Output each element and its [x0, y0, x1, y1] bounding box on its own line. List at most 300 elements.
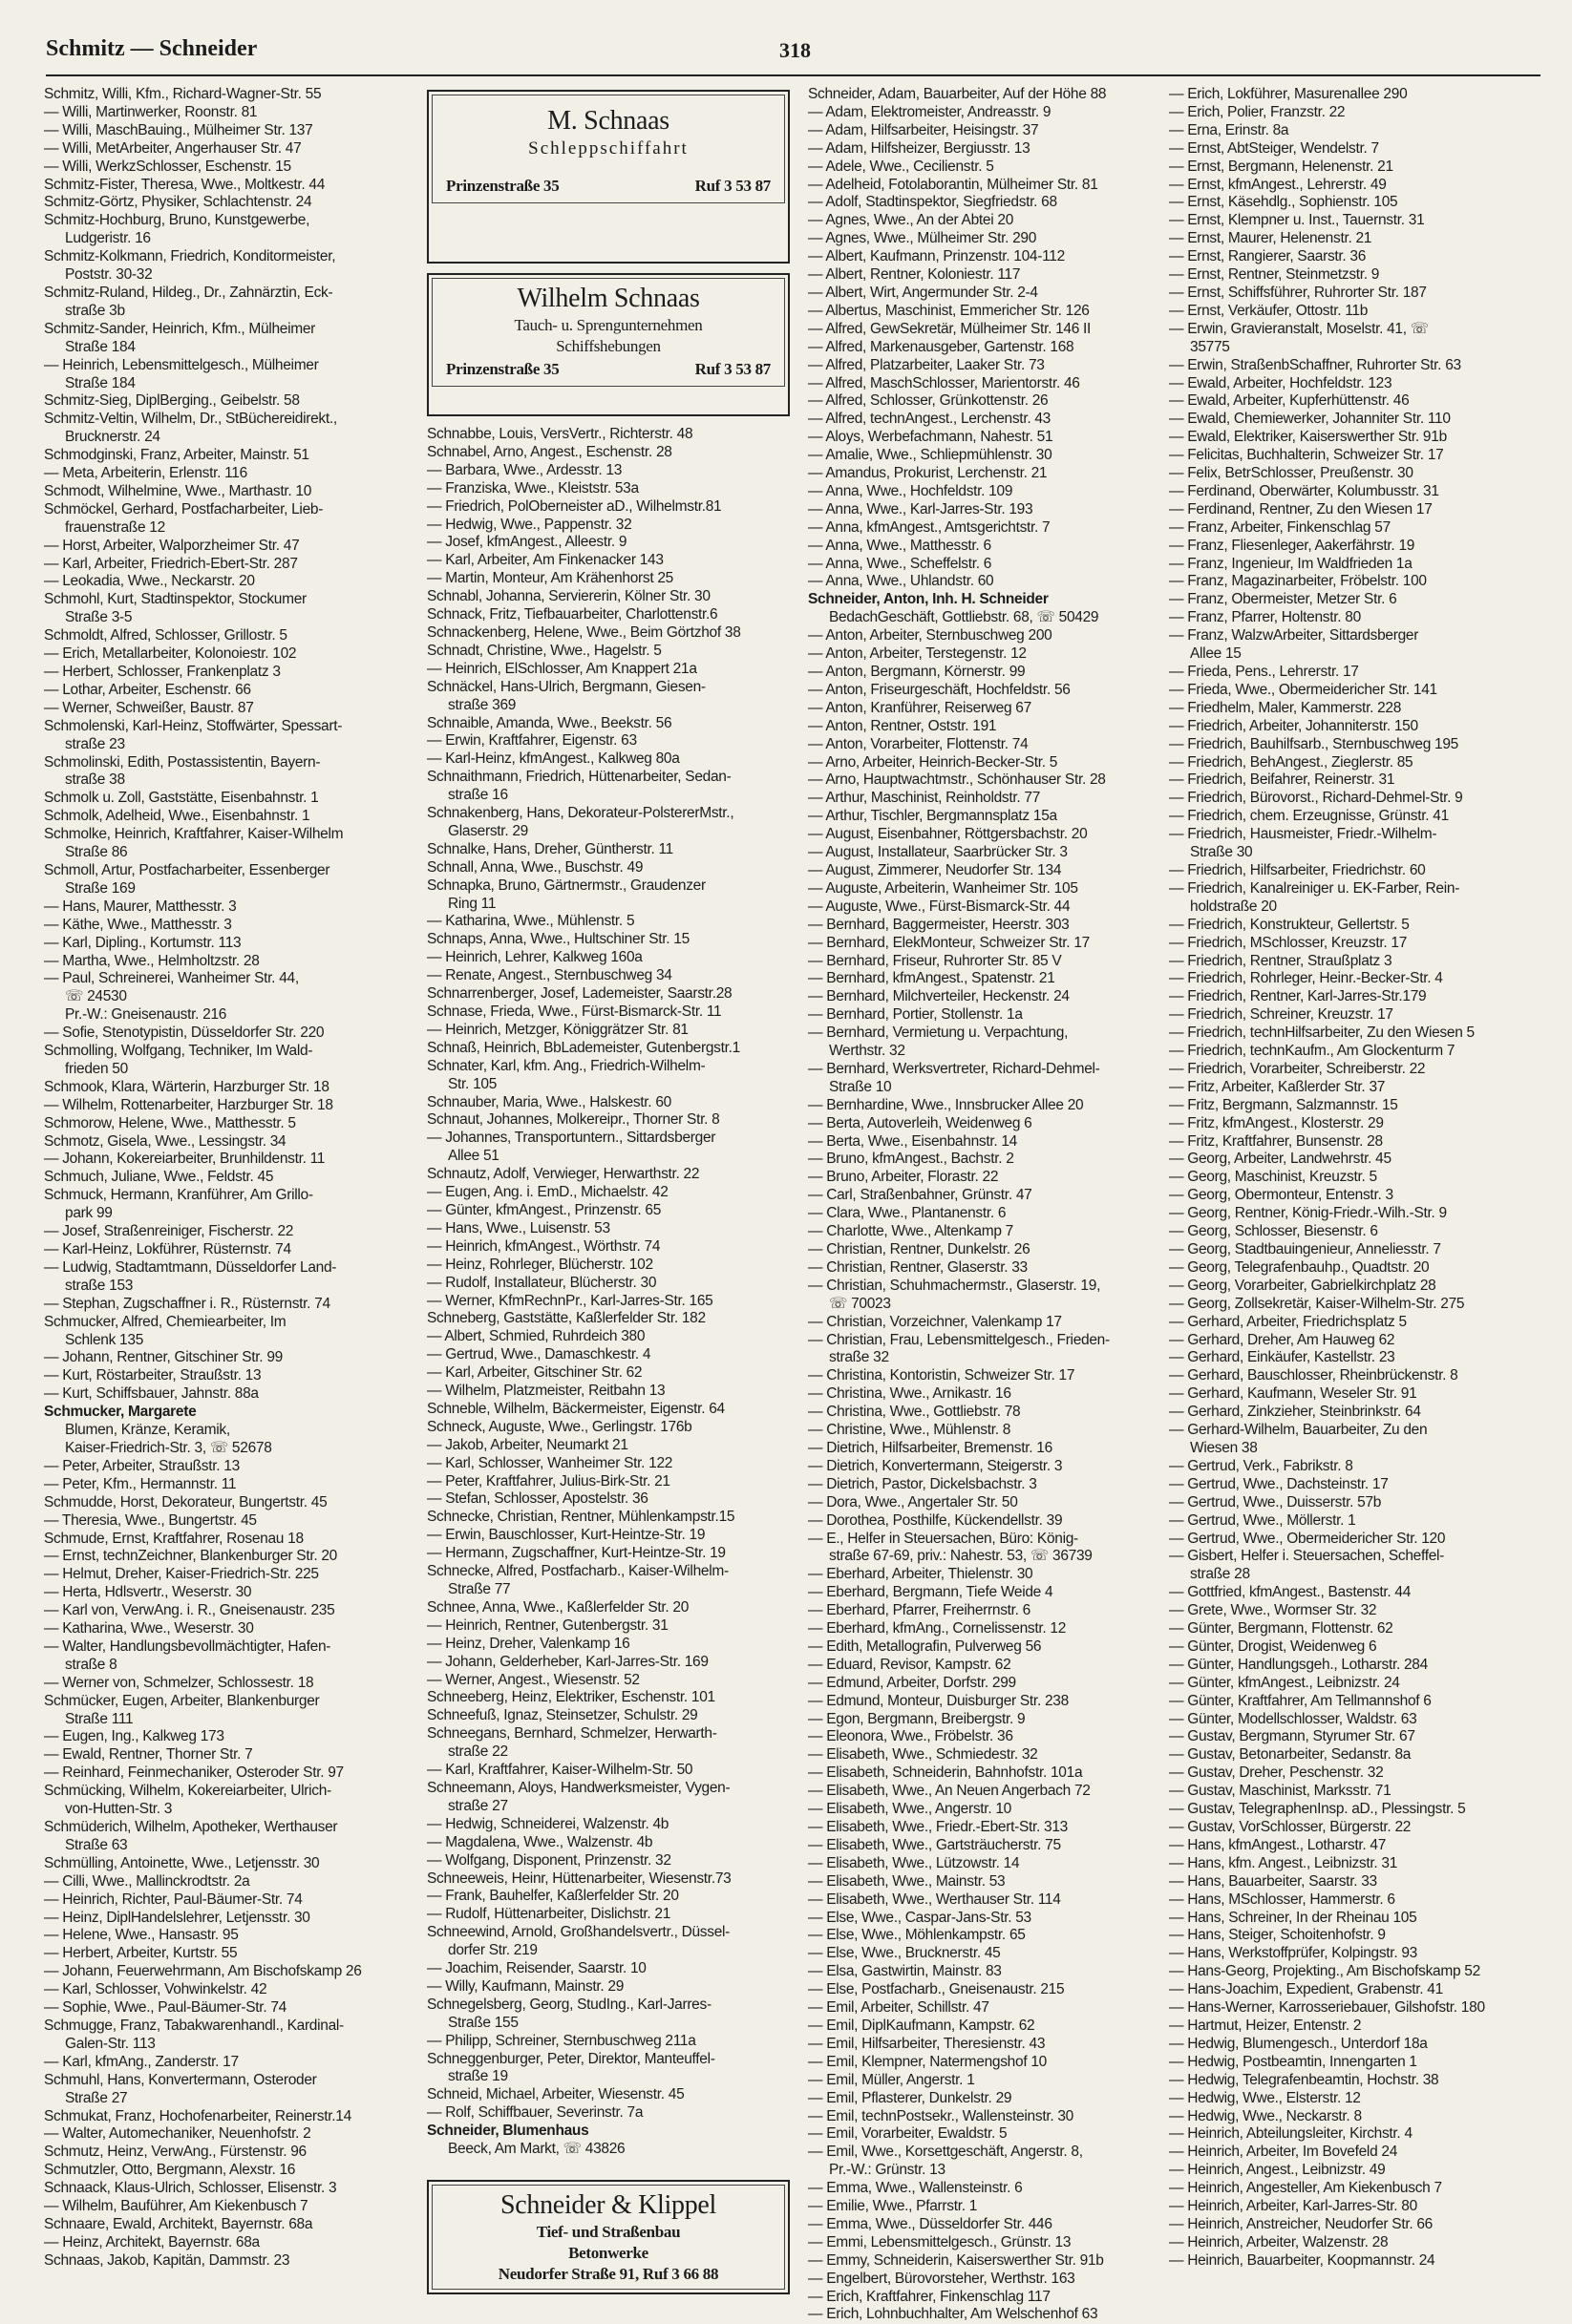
- directory-entry: Schmuch, Juliane, Wwe., Feldstr. 45: [44, 1169, 274, 1186]
- directory-entry: Schnabel, Arno, Angest., Eschenstr. 28: [427, 443, 672, 460]
- directory-entry: — Gertrud, Wwe., Obermeidericher Str. 120: [1169, 1530, 1446, 1547]
- directory-entry: Schmorow, Helene, Wwe., Matthesstr. 5: [44, 1114, 296, 1131]
- directory-entry: — Friedrich, Schreiner, Kreuzstr. 17: [1169, 1006, 1393, 1024]
- directory-entry: — Elisabeth, Wwe., Lützowstr. 14: [808, 1854, 1020, 1871]
- directory-entry: — Anna, kfmAngest., Amtsgerichtstr. 7: [808, 518, 1051, 536]
- directory-entry: — Gerhard, Kaufmann, Weseler Str. 91: [1169, 1385, 1417, 1403]
- directory-entry: — Friedrich, Konstrukteur, Gellertstr. 5: [1169, 916, 1410, 933]
- directory-entry: — Edith, Metallografin, Pulverweg 56: [808, 1637, 1042, 1655]
- directory-entry: — Emil, Vorarbeiter, Ewaldstr. 5: [808, 2125, 1008, 2143]
- directory-entry: Schmotz, Gisela, Wwe., Lessingstr. 34: [44, 1132, 287, 1150]
- directory-entry: — Leokadia, Wwe., Neckarstr. 20: [44, 573, 255, 590]
- directory-entry: — Eberhard, kfmAng., Cornelissenstr. 12: [808, 1620, 1067, 1637]
- ad-address: Neudorfer Straße 91, Ruf 3 66 88: [498, 2265, 719, 2283]
- page-header: [46, 36, 1540, 76]
- directory-entry: — Werner, KfmRechnPr., Karl-Jarres-Str. 165: [427, 1292, 713, 1309]
- directory-entry: — Ewald, Rentner, Thorner Str. 7: [44, 1746, 253, 1764]
- directory-entry: — Friedrich, Hilfsarbeiter, Friedrichstr. 60: [1169, 861, 1426, 878]
- directory-entry: — Günter, Kraftfahrer, Am Tellmannshof 6: [1169, 1692, 1432, 1709]
- directory-entry: — Josef, kfmAngest., Alleestr. 9: [427, 534, 627, 551]
- directory-entry: — Stephan, Zugschaffner i. R., Rüsternstr. 74: [44, 1295, 330, 1312]
- directory-entry: ☏ 70023: [829, 1295, 891, 1312]
- directory-entry: — Heinz, Rohrleger, Blücherstr. 102: [427, 1256, 653, 1273]
- directory-entry: Wiesen 38: [1190, 1439, 1258, 1456]
- directory-entry: — Erich, Kraftfahrer, Finkenschlag 117: [808, 2288, 1051, 2305]
- directory-entry: — Felix, BetrSchlosser, Preußenstr. 30: [1169, 465, 1413, 482]
- directory-entry: — Franz, Arbeiter, Finkenschlag 57: [1169, 518, 1391, 536]
- directory-entry: — Erich, Polier, Franzstr. 22: [1169, 103, 1346, 120]
- directory-entry: — Reinhard, Feinmechaniker, Osteroder Str. 97: [44, 1764, 344, 1782]
- directory-entry: — Erna, Erinstr. 8a: [1169, 121, 1289, 138]
- directory-entry: — Georg, Telegrafenbauhp., Quadtstr. 20: [1169, 1258, 1430, 1276]
- directory-entry: Glaserstr. 29: [448, 822, 528, 839]
- directory-entry: Schneemann, Aloys, Handwerksmeister, Vygen-: [427, 1779, 731, 1796]
- directory-entry: — Anna, Wwe., Matthesstr. 6: [808, 537, 991, 554]
- directory-entry: — Engelbert, Bürovorsteher, Werthstr. 163: [808, 2270, 1075, 2287]
- directory-entry: Schneewind, Arnold, Großhandelsvertr., Düssel-: [427, 1924, 731, 1941]
- directory-entry: — Ewald, Chemiewerker, Johanniter Str. 110: [1169, 411, 1451, 428]
- page-title: Schmitz — Schneider: [46, 36, 258, 61]
- directory-entry: — Hans, Maurer, Matthesstr. 3: [44, 898, 237, 915]
- directory-entry: — Gerhard, Einkäufer, Kastellstr. 23: [1169, 1349, 1395, 1366]
- directory-entry: — Elisabeth, Wwe., Gartsträucherstr. 75: [808, 1836, 1061, 1853]
- directory-entry: Straße 184: [65, 374, 136, 391]
- directory-entry: — Emil, technPostsekr., Wallensteinstr. 30: [808, 2107, 1073, 2124]
- directory-entry: dorfer Str. 219: [448, 1942, 538, 1959]
- directory-entry: — Kurt, Röstarbeiter, Straußstr. 13: [44, 1367, 262, 1384]
- directory-entry: BedachGeschäft, Gottliebstr. 68, ☏ 50429: [829, 609, 1099, 626]
- directory-entry: Allee 15: [1190, 645, 1242, 663]
- directory-entry: — Eugen, Ang. i. EmD., Michaelstr. 42: [427, 1184, 669, 1201]
- directory-entry: Schnaas, Jakob, Kapitän, Dammstr. 23: [44, 2251, 290, 2269]
- directory-entry: Schneider, Anton, Inh. H. Schneider: [808, 591, 1049, 608]
- directory-entry: — Karl, Arbeiter, Friedrich-Ebert-Str. 287: [44, 555, 298, 572]
- column-4: [1169, 86, 1551, 2269]
- directory-entry: Schmitz-Veltin, Wilhelm, Dr., StBüchereidirekt.,: [44, 411, 337, 428]
- directory-entry: — Ludwig, Stadtamtmann, Düsseldorfer Land-: [44, 1258, 337, 1276]
- directory-entry: — Christian, Vorzeichner, Valenkamp 17: [808, 1313, 1062, 1330]
- directory-entry: — Johann, Gelderheber, Karl-Jarres-Str. 169: [427, 1653, 709, 1670]
- directory-entry: — Günter, kfmAngest., Prinzenstr. 65: [427, 1201, 662, 1218]
- directory-entry: — Bernhard, Portier, Stollenstr. 1a: [808, 1006, 1023, 1024]
- directory-entry: straße 27: [448, 1797, 508, 1814]
- directory-entry: — Eberhard, Pfarrer, Freiherrnstr. 6: [808, 1602, 1030, 1619]
- ad-line: Betonwerke: [568, 2244, 648, 2262]
- directory-entry: — Gustav, VorSchlosser, Bürgerstr. 22: [1169, 1819, 1412, 1835]
- directory-entry: — Erich, Lohnbuchhalter, Am Welschenhof 63: [808, 2306, 1098, 2323]
- directory-entry: — Friedrich, Rentner, Straußplatz 3: [1169, 952, 1392, 969]
- directory-entry: park 99: [65, 1205, 113, 1222]
- directory-entry: — Amandus, Prokurist, Lerchenstr. 21: [808, 465, 1048, 482]
- directory-entry: — Bernhard, Baggermeister, Heerstr. 303: [808, 916, 1070, 933]
- directory-entry: Schnaut, Johannes, Molkereipr., Thorner Str. 8: [427, 1111, 720, 1129]
- directory-entry: — Stefan, Schlosser, Apostelstr. 36: [427, 1490, 648, 1508]
- directory-entry: Straße 3-5: [65, 609, 133, 626]
- directory-entry: — Martha, Wwe., Helmholtzstr. 28: [44, 952, 260, 969]
- directory-entry: — Ewald, Arbeiter, Kupferhüttenstr. 46: [1169, 392, 1410, 410]
- directory-entry: Schneider, Adam, Bauarbeiter, Auf der Höhe 88: [808, 86, 1107, 102]
- directory-entry: — Georg, Arbeiter, Landwehrstr. 45: [1169, 1151, 1391, 1168]
- directory-entry: — Heinrich, Lehrer, Kalkweg 160a: [427, 949, 643, 966]
- directory-entry: — Christian, Schuhmachermstr., Glaserstr. 19,: [808, 1277, 1101, 1294]
- directory-entry: — Heinrich, Abteilungsleiter, Kirchstr. 4: [1169, 2125, 1413, 2143]
- directory-entry: — Günter, Bergmann, Flottenstr. 62: [1169, 1620, 1393, 1637]
- directory-entry: — Emma, Wwe., Düsseldorfer Str. 446: [808, 2215, 1052, 2232]
- directory-entry: Schmitz-Sander, Heinrich, Kfm., Mülheimer: [44, 320, 316, 337]
- directory-entry: — August, Zimmerer, Neudorfer Str. 134: [808, 861, 1062, 878]
- directory-entry: — Fritz, Kraftfahrer, Bunsenstr. 28: [1169, 1132, 1383, 1150]
- directory-entry: — Hedwig, Postbeamtin, Innengarten 1: [1169, 2053, 1417, 2070]
- directory-entry: — Franziska, Wwe., Kleiststr. 53a: [427, 479, 639, 496]
- directory-entry: — Cilli, Wwe., Mallinckrodtstr. 2a: [44, 1872, 250, 1890]
- directory-entry: — Gustav, Bergmann, Styrumer Str. 67: [1169, 1728, 1415, 1745]
- directory-entry: — Ferdinand, Rentner, Zu den Wiesen 17: [1169, 500, 1433, 518]
- directory-entry: — Frieda, Wwe., Obermeidericher Str. 141: [1169, 681, 1437, 698]
- directory-entry: — Hedwig, Blumengesch., Unterdorf 18a: [1169, 2035, 1428, 2052]
- directory-entry: Ring 11: [448, 895, 497, 912]
- directory-entry: Schmitz-Ruland, Hildeg., Dr., Zahnärztin, Eck-: [44, 284, 333, 301]
- directory-entry: Schnalke, Hans, Dreher, Güntherstr. 11: [427, 840, 673, 857]
- directory-entry: Schmülling, Antoinette, Wwe., Letjensstr. 30: [44, 1854, 320, 1871]
- directory-entry: Schnabbe, Louis, VersVertr., Richterstr. 48: [427, 426, 693, 442]
- directory-entry: — Theresia, Wwe., Bungertstr. 45: [44, 1511, 257, 1529]
- directory-entry: — Erwin, Kraftfahrer, Eigenstr. 63: [427, 732, 637, 750]
- directory-entry: — Albertus, Maschinist, Emmericher Str. 126: [808, 302, 1090, 319]
- directory-entry: — Fritz, Arbeiter, Kaßlerder Str. 37: [1169, 1078, 1386, 1095]
- directory-entry: — Johann, Feuerwehrmann, Am Bischofskamp 26: [44, 1963, 362, 1980]
- directory-entry: — Gertrud, Wwe., Damaschkestr. 4: [427, 1346, 651, 1363]
- directory-entry: — Dora, Wwe., Angertaler Str. 50: [808, 1493, 1018, 1511]
- directory-entry: — Eugen, Ing., Kalkweg 173: [44, 1728, 224, 1745]
- directory-entry: Galen-Str. 113: [65, 2035, 156, 2052]
- directory-entry: Schmitz-Kolkmann, Friedrich, Konditormeister,: [44, 248, 336, 265]
- directory-entry: — Christine, Wwe., Mühlenstr. 8: [808, 1422, 1011, 1439]
- directory-entry: — Gertrud, Wwe., Dachsteinstr. 17: [1169, 1475, 1389, 1492]
- directory-entry: — Alfred, MaschSchlosser, Marientorstr. 46: [808, 374, 1080, 391]
- directory-entry: — Anton, Arbeiter, Sternbuschweg 200: [808, 627, 1052, 644]
- directory-entry: — Arno, Hauptwachtmstr., Schönhauser Str. 28: [808, 771, 1106, 789]
- directory-entry: Schnaß, Heinrich, BbLademeister, Gutenbergstr.1: [427, 1039, 740, 1056]
- directory-entry: — Hedwig, Wwe., Neckarstr. 8: [1169, 2107, 1362, 2124]
- directory-entry: — Käthe, Wwe., Matthesstr. 3: [44, 916, 232, 933]
- directory-entry: — Willi, Martinwerker, Roonstr. 81: [44, 103, 258, 120]
- directory-entry: — Christina, Wwe., Arnikastr. 16: [808, 1385, 1011, 1403]
- directory-entry: Schmitz-Sieg, DiplBerging., Geibelstr. 58: [44, 392, 300, 410]
- directory-entry: — Georg, Maschinist, Kreuzstr. 5: [1169, 1169, 1377, 1186]
- directory-entry: — Albert, Schmied, Ruhrdeich 380: [427, 1328, 646, 1345]
- directory-entry: 35775: [1190, 338, 1230, 355]
- directory-entry: Schmucker, Alfred, Chemiearbeiter, Im: [44, 1313, 287, 1330]
- directory-entry: — Heinrich, kfmAngest., Wörthstr. 74: [427, 1237, 661, 1255]
- column-1: [44, 86, 416, 2269]
- directory-entry: straße 19: [448, 2068, 508, 2085]
- directory-entry: — Günter, Handlungsgeh., Lotharstr. 284: [1169, 1656, 1428, 1673]
- directory-entry: — Karl, Arbeiter, Am Finkenacker 143: [427, 552, 664, 569]
- directory-entry: — Karl, Arbeiter, Gitschiner Str. 62: [427, 1364, 643, 1382]
- directory-entry: Schneggenburger, Peter, Direktor, Manteuffel-: [427, 2050, 715, 2067]
- directory-entry: — Anna, Wwe., Hochfeldstr. 109: [808, 482, 1013, 499]
- directory-entry: — Amalie, Wwe., Schliepmühlenstr. 30: [808, 447, 1052, 464]
- directory-entry: Schmöckel, Gerhard, Postfacharbeiter, Lieb-: [44, 500, 324, 518]
- directory-entry: Schnaare, Ewald, Architekt, Bayernstr. 68a: [44, 2215, 313, 2232]
- directory-entry: Schnakenberg, Hans, Dekorateur-PolstererMstr.,: [427, 805, 734, 822]
- directory-entry: — Hartmut, Heizer, Entenstr. 2: [1169, 2017, 1362, 2034]
- directory-entry: — Bruno, Arbeiter, Florastr. 22: [808, 1169, 999, 1186]
- directory-entry: — Katharina, Wwe., Mühlenstr. 5: [427, 913, 635, 930]
- directory-entry: Schmitz-Fister, Theresa, Wwe., Moltkestr. 44: [44, 176, 326, 193]
- directory-entry: — Georg, Schlosser, Biesenstr. 6: [1169, 1223, 1378, 1240]
- directory-entry: — Renate, Angest., Sternbuschweg 34: [427, 967, 672, 984]
- directory-entry: — Anna, Wwe., Scheffelstr. 6: [808, 555, 992, 572]
- directory-entry: — Lothar, Arbeiter, Eschenstr. 66: [44, 681, 251, 698]
- directory-entry: Schmücker, Eugen, Arbeiter, Blankenburger: [44, 1692, 320, 1709]
- directory-entry: Schmolke, Heinrich, Kraftfahrer, Kaiser-Wilhelm: [44, 826, 344, 843]
- directory-entry: — Hans, Steiger, Schoitenhofstr. 9: [1169, 1927, 1386, 1944]
- directory-entry: — Paul, Schreinerei, Wanheimer Str. 44,: [44, 970, 299, 987]
- directory-entry: — Gustav, Maschinist, Marksstr. 71: [1169, 1783, 1391, 1800]
- directory-entry: Straße 155: [448, 2014, 519, 2031]
- directory-entry: — Heinz, Architekt, Bayernstr. 68a: [44, 2233, 260, 2250]
- directory-entry: — Albert, Kaufmann, Prinzenstr. 104-112: [808, 248, 1065, 265]
- directory-entry: — Rolf, Schiffbauer, Severinstr. 7a: [427, 2104, 644, 2122]
- directory-entry: — Heinz, DiplHandelslehrer, Letjensstr. 30: [44, 1909, 310, 1926]
- directory-entry: — Günter, Modellschlosser, Waldstr. 63: [1169, 1710, 1417, 1727]
- directory-entry: — Arthur, Tischler, Bergmannsplatz 15a: [808, 808, 1057, 825]
- directory-entry: Allee 51: [448, 1148, 499, 1165]
- directory-entry: — Frank, Bauhelfer, Kaßlerfelder Str. 20: [427, 1888, 679, 1905]
- directory-entry: — Elisabeth, Wwe., Schmiedestr. 32: [808, 1746, 1038, 1764]
- directory-entry: — Ernst, Maurer, Helenenstr. 21: [1169, 230, 1372, 247]
- directory-entry: Straße 111: [65, 1710, 134, 1727]
- directory-entry: — Emil, Pflasterer, Dunkelstr. 29: [808, 2089, 1012, 2106]
- directory-entry: Schnaithmann, Friedrich, Hüttenarbeiter, Sedan-: [427, 769, 732, 786]
- directory-entry: Schneider, Blumenhaus: [427, 2123, 589, 2140]
- directory-entry: — Wilhelm, Bauführer, Am Kiekenbusch 7: [44, 2198, 308, 2215]
- directory-entry: — Emmi, Lebensmittelgesch., Grünstr. 13: [808, 2233, 1072, 2250]
- directory-entry: — Johann, Kokereiarbeiter, Brunhildenstr. 11: [44, 1151, 326, 1168]
- ad-subtitle: Schleppschiffahrt: [528, 138, 689, 158]
- directory-entry: — Elisabeth, Wwe., An Neuen Angerbach 72: [808, 1783, 1091, 1800]
- directory-entry: — Johann, Rentner, Gitschiner Str. 99: [44, 1349, 283, 1366]
- column-2-entries: [427, 426, 790, 2159]
- directory-entry: — Egon, Bergmann, Breibergstr. 9: [808, 1710, 1026, 1727]
- directory-entry: straße 22: [448, 1743, 508, 1761]
- directory-entry: — Christina, Wwe., Gottliebstr. 78: [808, 1404, 1021, 1421]
- directory-entry: Schnecke, Alfred, Postfacharb., Kaiser-Wilhelm-: [427, 1563, 729, 1580]
- directory-entry: — Emil, Arbeiter, Schillstr. 47: [808, 1999, 989, 2017]
- directory-entry: Schnee, Anna, Wwe., Kaßlerfelder Str. 20: [427, 1598, 690, 1616]
- directory-entry: — Gustav, TelegraphenInsp. aD., Plessingstr. 5: [1169, 1801, 1466, 1818]
- directory-entry: — Adam, Elektromeister, Andreasstr. 9: [808, 103, 1052, 120]
- directory-entry: — Heinrich, Metzger, Königgrätzer Str. 81: [427, 1021, 689, 1038]
- directory-entry: — Alfred, Schlosser, Grünkottenstr. 26: [808, 392, 1049, 410]
- directory-entry: Schmolling, Wolfgang, Techniker, Im Wald-: [44, 1043, 313, 1060]
- directory-entry: Schneberg, Gaststätte, Kaßlerfelder Str. 182: [427, 1310, 706, 1327]
- directory-entry: — Heinrich, Bauarbeiter, Koopmannstr. 24: [1169, 2251, 1435, 2269]
- directory-entry: — E., Helfer in Steuersachen, Büro: König-: [808, 1530, 1078, 1547]
- directory-entry: — Franz, Fliesenleger, Aakerfährstr. 19: [1169, 537, 1415, 554]
- directory-entry: Straße 184: [65, 338, 136, 355]
- directory-entry: Schmolinski, Edith, Postassistentin, Bayern-: [44, 753, 321, 771]
- directory-entry: Straße 27: [65, 2089, 128, 2106]
- directory-entry: — Hans, kfm. Angest., Leibnizstr. 31: [1169, 1854, 1398, 1871]
- directory-entry: Brucknerstr. 24: [65, 429, 160, 446]
- directory-entry: — Friedrich, technKaufm., Am Glockenturm 7: [1169, 1043, 1455, 1060]
- directory-entry: — Carl, Straßenbahner, Grünstr. 47: [808, 1187, 1032, 1204]
- directory-entry: — Elisabeth, Schneiderin, Bahnhofstr. 101a: [808, 1764, 1083, 1782]
- directory-entry: — Edmund, Monteur, Duisburger Str. 238: [808, 1692, 1069, 1709]
- ad-title: Wilhelm Schnaas: [517, 284, 700, 313]
- directory-entry: — Clara, Wwe., Plantanenstr. 6: [808, 1205, 1007, 1222]
- directory-entry: — Friedrich, PolOberneister aD., Wilhelmstr.81: [427, 497, 722, 515]
- directory-entry: — Frieda, Pens., Lehrerstr. 17: [1169, 664, 1359, 680]
- directory-entry: — Ewald, Arbeiter, Hochfeldstr. 123: [1169, 374, 1392, 391]
- directory-entry: Schmudde, Horst, Dekorateur, Bungertstr. 45: [44, 1493, 328, 1511]
- directory-entry: holdstraße 20: [1190, 898, 1277, 915]
- directory-entry: Schnaible, Amanda, Wwe., Beekstr. 56: [427, 714, 672, 731]
- directory-entry: Schnack, Fritz, Tiefbauarbeiter, Charlottenstr.6: [427, 606, 718, 623]
- directory-entry: — Karl-Heinz, kfmAngest., Kalkweg 80a: [427, 750, 680, 768]
- ad-title: Schneider & Klippel: [499, 2190, 717, 2220]
- directory-entry: Schmodginski, Franz, Arbeiter, Mainstr. 51: [44, 447, 309, 464]
- directory-entry: Schmoldt, Alfred, Schlosser, Grillostr. 5: [44, 627, 287, 644]
- directory-entry: — Gerhard-Wilhelm, Bauarbeiter, Zu den: [1169, 1422, 1428, 1439]
- directory-entry: — Werner, Schweißer, Baustr. 87: [44, 699, 254, 716]
- directory-entry: — Walter, Automechaniker, Neuenhofstr. 2: [44, 2125, 311, 2143]
- directory-entry: straße 28: [1190, 1566, 1250, 1583]
- directory-entry: — Hedwig, Wwe., Pappenstr. 32: [427, 516, 632, 533]
- directory-entry: — Hans, Schreiner, In der Rheinau 105: [1169, 1909, 1417, 1926]
- directory-entry: — Albert, Wirt, Angermunder Str. 2-4: [808, 284, 1038, 301]
- directory-entry: — Horst, Arbeiter, Walporzheimer Str. 47: [44, 537, 300, 554]
- directory-entry: — Willi, MaschBauing., Mülheimer Str. 137: [44, 121, 313, 138]
- directory-entry: — Erwin, StraßenbSchaffner, Ruhrorter Str. 63: [1169, 356, 1461, 373]
- directory-entry: Schnecke, Christian, Rentner, Mühlenkampstr.15: [427, 1509, 735, 1526]
- directory-entry: Kaiser-Friedrich-Str. 3, ☏ 52678: [65, 1439, 272, 1456]
- directory-entry: — Hans, Bauarbeiter, Saarstr. 33: [1169, 1872, 1377, 1890]
- directory-entry: Schmook, Klara, Wärterin, Harzburger Str. 18: [44, 1078, 329, 1095]
- directory-entry: — Auguste, Arbeiterin, Wanheimer Str. 105: [808, 879, 1078, 897]
- directory-entry: — Friedrich, Hausmeister, Friedr.-Wilhelm-: [1169, 826, 1437, 843]
- directory-entry: — Ewald, Elektriker, Kaiserswerther Str. 91b: [1169, 429, 1447, 446]
- directory-entry: — Ernst, AbtSteiger, Wendelstr. 7: [1169, 139, 1379, 157]
- directory-entry: Schneeberg, Heinz, Elektriker, Eschenstr. 101: [427, 1689, 715, 1706]
- directory-entry: Schmucker, Margarete: [44, 1404, 197, 1421]
- directory-entry: — Jakob, Arbeiter, Neumarkt 21: [427, 1436, 628, 1453]
- ad-address: Prinzenstraße 35: [446, 177, 560, 195]
- directory-entry: — Martin, Monteur, Am Krähenhorst 25: [427, 570, 673, 587]
- directory-entry: — Günter, kfmAngest., Leibnizstr. 24: [1169, 1674, 1400, 1691]
- directory-entry: — Gertrud, Verk., Fabrikstr. 8: [1169, 1457, 1353, 1474]
- directory-entry: Schnauber, Maria, Wwe., Halskestr. 60: [427, 1093, 671, 1110]
- directory-entry: — Bruno, kfmAngest., Bachstr. 2: [808, 1151, 1014, 1168]
- directory-entry: — Willy, Kaufmann, Mainstr. 29: [427, 1977, 625, 1995]
- directory-entry: — Gertrud, Wwe., Duisserstr. 57b: [1169, 1493, 1382, 1511]
- directory-entry: — Emil, Hilfsarbeiter, Theresienstr. 43: [808, 2035, 1046, 2052]
- directory-entry: — Friedrich, Arbeiter, Johanniterstr. 150: [1169, 717, 1418, 734]
- directory-entry: Schneid, Michael, Arbeiter, Wiesenstr. 45: [427, 2086, 685, 2103]
- directory-entry: Schmuhl, Hans, Konvertermann, Osteroder: [44, 2071, 317, 2088]
- directory-entry: — Friedrich, Vorarbeiter, Schreiberstr. 22: [1169, 1060, 1426, 1077]
- directory-entry: Schmutz, Heinz, VerwAng., Fürstenstr. 96: [44, 2144, 307, 2161]
- directory-entry: — Karl, Kraftfahrer, Kaiser-Wilhelm-Str. 50: [427, 1762, 693, 1779]
- directory-entry: — Alfred, Platzarbeiter, Laaker Str. 73: [808, 356, 1045, 373]
- directory-entry: — Hermann, Zugschaffner, Kurt-Heintze-Str. 19: [427, 1545, 726, 1562]
- directory-entry: — Anton, Arbeiter, Terstegenstr. 12: [808, 645, 1027, 663]
- directory-entry: — Berta, Autoverleih, Weidenweg 6: [808, 1114, 1032, 1131]
- directory-entry: — Eleonora, Wwe., Fröbelstr. 36: [808, 1728, 1013, 1745]
- directory-entry: — Sophie, Wwe., Paul-Bäumer-Str. 74: [44, 1999, 287, 2017]
- directory-entry: — Grete, Wwe., Wormser Str. 32: [1169, 1602, 1377, 1619]
- directory-entry: — Hans, MSchlosser, Hammerstr. 6: [1169, 1891, 1395, 1908]
- directory-entry: — Albert, Rentner, Koloniestr. 117: [808, 266, 1021, 284]
- directory-entry: — Christina, Kontoristin, Schweizer Str. 17: [808, 1367, 1075, 1384]
- directory-entry: — Bernhard, Vermietung u. Verpachtung,: [808, 1025, 1069, 1042]
- directory-entry: — Adele, Wwe., Cecilienstr. 5: [808, 158, 994, 175]
- directory-entry: Schneble, Wilhelm, Bäckermeister, Eigenstr. 64: [427, 1400, 725, 1417]
- directory-entry: — Wilhelm, Platzmeister, Reitbahn 13: [427, 1383, 666, 1400]
- directory-entry: Schmolk, Adelheid, Wwe., Eisenbahnstr. 1: [44, 808, 310, 825]
- directory-entry: — Anton, Friseurgeschäft, Hochfeldstr. 56: [808, 681, 1071, 698]
- directory-entry: — Ernst, technZeichner, Blankenburger Str. 20: [44, 1548, 338, 1565]
- directory-entry: — Barbara, Wwe., Ardesstr. 13: [427, 461, 623, 478]
- directory-entry: — Erwin, Gravieranstalt, Moselstr. 41, ☏: [1169, 320, 1429, 337]
- directory-entry: — Herbert, Schlosser, Frankenplatz 3: [44, 664, 281, 680]
- directory-entry: — Franz, Obermeister, Metzer Str. 6: [1169, 591, 1397, 608]
- directory-entry: — Anna, Wwe., Karl-Jarres-Str. 193: [808, 500, 1033, 518]
- directory-entry: — Heinrich, Angesteller, Am Kiekenbusch 7: [1169, 2180, 1442, 2197]
- directory-entry: — Friedrich, Rentner, Karl-Jarres-Str.179: [1169, 988, 1427, 1005]
- directory-entry: — Sofie, Stenotypistin, Düsseldorfer Str. 220: [44, 1025, 325, 1042]
- directory-entry: — Agnes, Wwe., Mülheimer Str. 290: [808, 230, 1037, 247]
- directory-entry: — Friedrich, Rohrleger, Heinr.-Becker-Str. 4: [1169, 970, 1443, 987]
- directory-entry: straße 8: [65, 1656, 117, 1673]
- directory-entry: Schmutzler, Otto, Bergmann, Alexstr. 16: [44, 2162, 296, 2179]
- directory-entry: — Else, Postfacharb., Gneisenaustr. 215: [808, 1981, 1065, 1998]
- ad-phone: Ruf 3 53 87: [694, 360, 771, 378]
- directory-entry: — Elisabeth, Wwe., Mainstr. 53: [808, 1872, 1006, 1890]
- directory-entry: — Christian, Rentner, Glaserstr. 33: [808, 1258, 1028, 1276]
- directory-entry: Schlenk 135: [65, 1331, 144, 1348]
- directory-entry: Schmoll, Artur, Postfacharbeiter, Essenberger: [44, 861, 330, 878]
- directory-entry: Schmitz-Görtz, Physiker, Schlachtenstr. 24: [44, 194, 312, 211]
- directory-entry: — Heinrich, ElSchlosser, Am Knappert 21a: [427, 660, 697, 677]
- directory-entry: Pr.-W.: Grünstr. 13: [829, 2162, 945, 2179]
- directory-entry: — Emil, Klempner, Natermengshof 10: [808, 2053, 1047, 2070]
- directory-entry: — Emilie, Wwe., Pfarrstr. 1: [808, 2198, 978, 2215]
- directory-entry: — Willi, MetArbeiter, Angerhauser Str. 47: [44, 139, 302, 157]
- ad-title: M. Schnaas: [547, 106, 669, 136]
- directory-entry: — Gottfried, kfmAngest., Bastenstr. 44: [1169, 1584, 1412, 1601]
- directory-entry: — Alfred, technAngest., Lerchenstr. 43: [808, 411, 1051, 428]
- directory-entry: — Adelheid, Fotolaborantin, Mülheimer Str. 81: [808, 176, 1098, 193]
- directory-entry: straße 3b: [65, 302, 125, 319]
- directory-entry: — Karl, Schlosser, Vohwinkelstr. 42: [44, 1981, 267, 1998]
- directory-entry: — Wilhelm, Rottenarbeiter, Harzburger Str. 18: [44, 1096, 333, 1113]
- directory-entry: — Christian, Frau, Lebensmittelgesch., Frieden-: [808, 1331, 1110, 1348]
- directory-entry: — Erich, Metallarbeiter, Kolonoiestr. 102: [44, 645, 297, 663]
- directory-entry: — Peter, Arbeiter, Straußstr. 13: [44, 1457, 240, 1474]
- directory-entry: — Katharina, Wwe., Weserstr. 30: [44, 1620, 254, 1637]
- directory-entry: Straße 77: [448, 1581, 511, 1597]
- directory-entry: — Aloys, Werbefachmann, Nahestr. 51: [808, 429, 1053, 446]
- directory-entry: Straße 63: [65, 1836, 128, 1853]
- directory-entry: — Hans-Joachim, Expedient, Grabenstr. 41: [1169, 1981, 1443, 1998]
- directory-entry: Schmohl, Kurt, Stadtinspektor, Stockumer: [44, 591, 307, 608]
- column-3: [808, 86, 1171, 2323]
- directory-entry: frieden 50: [65, 1060, 128, 1077]
- directory-entry: — Heinrich, Anstreicher, Neudorfer Str. 66: [1169, 2215, 1434, 2232]
